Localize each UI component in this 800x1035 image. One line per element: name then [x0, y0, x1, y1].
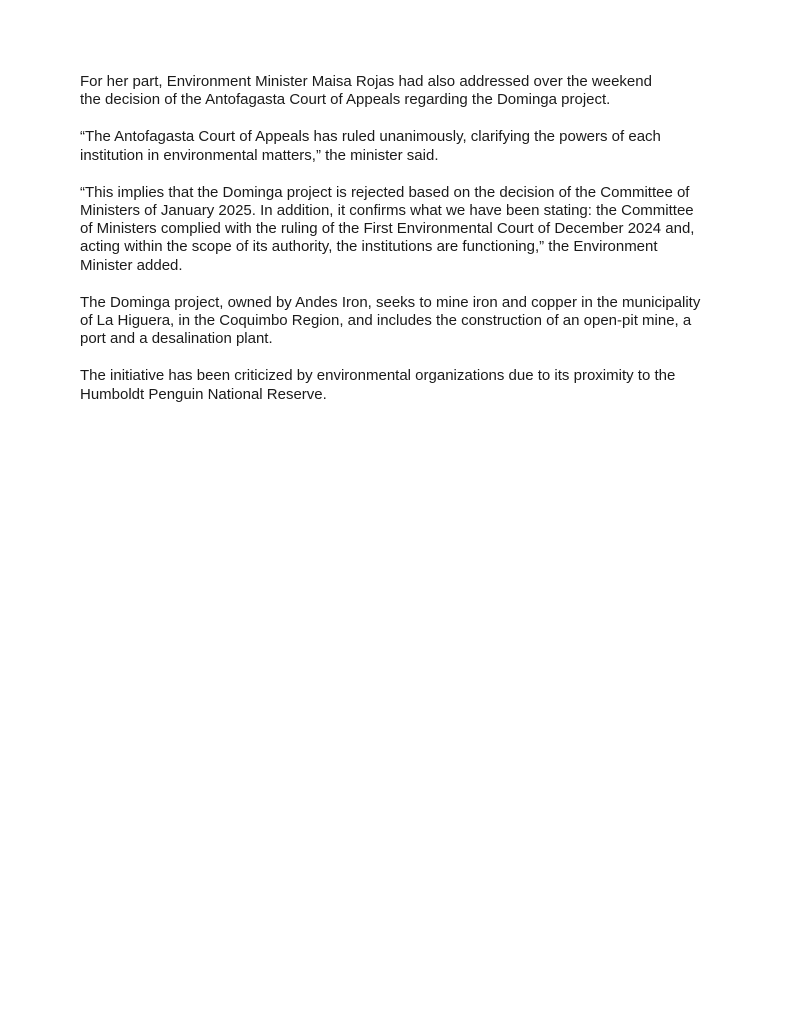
article-body	[80, 73, 730, 423]
paragraph-criticism: The initiative has been criticized by environmental organizations due to its proximity to the Humboldt Penguin National Reserve.	[80, 367, 676, 403]
paragraph-committee-quote: “This implies that the Dominga project is rejected based on the decision of the Committee of Ministers of January 2025. In addition, it confirms what we have been stating: the Committee of Ministers complied with the ruling of the First Environmental Court of December 2024 and, acting within the scope of its authority, the institutions are functioning,” the Environment Minister added.	[80, 183, 695, 274]
paragraph-minister-intro: For her part, Environment Minister Maisa Rojas had also addressed over the weekend the decision of the Antofagasta Court of Appeals regarding the Dominga project.	[80, 73, 652, 109]
paragraph-project-description: The Dominga project, owned by Andes Iron, seeks to mine iron and copper in the municipality of La Higuera, in the Coquimbo Region, and includes the construction of an open-pit mine, a port and a desalination plant.	[80, 293, 701, 348]
paragraph-court-quote: “The Antofagasta Court of Appeals has ruled unanimously, clarifying the powers of each institution in environmental matters,” the minister said.	[80, 128, 661, 164]
